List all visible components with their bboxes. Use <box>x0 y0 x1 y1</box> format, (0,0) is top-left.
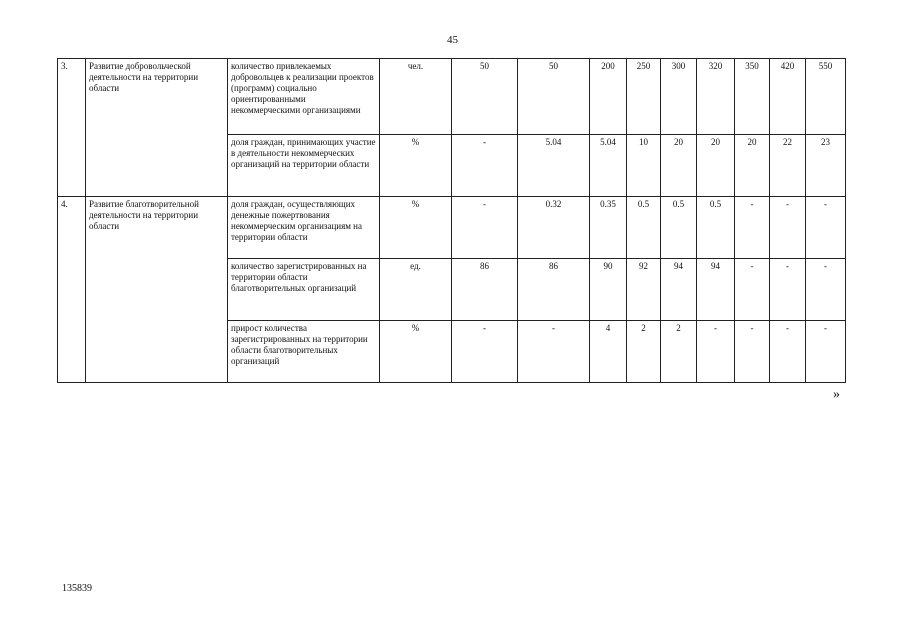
indicator-name: прирост количества зарегистрированных на территории области благотворительных организаций <box>228 321 380 383</box>
value-cell: - <box>452 321 518 383</box>
row-number: 3. <box>58 59 86 197</box>
value-cell: 94 <box>697 259 735 321</box>
table-row <box>58 197 846 259</box>
value-cell: 94 <box>661 259 697 321</box>
value-cell: - <box>452 197 518 259</box>
value-cell: 0.5 <box>697 197 735 259</box>
value-cell: - <box>735 321 770 383</box>
unit-cell: ед. <box>380 259 452 321</box>
value-cell: - <box>735 197 770 259</box>
value-cell: 350 <box>735 59 770 135</box>
value-cell: 20 <box>697 135 735 197</box>
value-cell: 0.35 <box>590 197 627 259</box>
value-cell: - <box>735 259 770 321</box>
value-cell: 20 <box>735 135 770 197</box>
value-cell: 200 <box>590 59 627 135</box>
value-cell: - <box>806 197 846 259</box>
value-cell: 22 <box>770 135 806 197</box>
value-cell: 250 <box>627 59 661 135</box>
unit-cell: % <box>380 321 452 383</box>
value-cell: 2 <box>661 321 697 383</box>
value-cell: - <box>770 197 806 259</box>
value-cell: 300 <box>661 59 697 135</box>
value-cell: 86 <box>452 259 518 321</box>
value-cell: 23 <box>806 135 846 197</box>
value-cell: 2 <box>627 321 661 383</box>
indicator-name: доля граждан, осуществляющих денежные пожертвования некоммерческим организациям на территории области <box>228 197 380 259</box>
value-cell: - <box>518 321 590 383</box>
value-cell: 0.5 <box>627 197 661 259</box>
indicator-name: количество зарегистрированных на территории области благотворительных организаций <box>228 259 380 321</box>
value-cell: - <box>770 259 806 321</box>
continuation-mark: » <box>833 387 840 402</box>
direction-cell: Развитие добровольческой деятельности на территории области <box>86 59 228 197</box>
value-cell: 4 <box>590 321 627 383</box>
table-row <box>58 59 846 135</box>
direction-cell: Развитие благотворительной деятельности на территории области <box>86 197 228 383</box>
indicators-table <box>57 58 846 383</box>
value-cell: 0.32 <box>518 197 590 259</box>
value-cell: 50 <box>518 59 590 135</box>
value-cell: 50 <box>452 59 518 135</box>
value-cell: - <box>452 135 518 197</box>
unit-cell: чел. <box>380 59 452 135</box>
value-cell: 320 <box>697 59 735 135</box>
value-cell: 420 <box>770 59 806 135</box>
unit-cell: % <box>380 197 452 259</box>
document-code: 135839 <box>62 583 92 594</box>
row-number: 4. <box>58 197 86 383</box>
unit-cell: % <box>380 135 452 197</box>
value-cell: 86 <box>518 259 590 321</box>
indicator-name: доля граждан, принимающих участие в деятельности некоммерческих организаций на территории области <box>228 135 380 197</box>
value-cell: - <box>806 259 846 321</box>
value-cell: 10 <box>627 135 661 197</box>
value-cell: 20 <box>661 135 697 197</box>
value-cell: 5.04 <box>518 135 590 197</box>
indicator-name: количество привлекаемых добровольцев к реализации проектов (программ) социально ориентированными некоммерческими организациями <box>228 59 380 135</box>
page-number: 45 <box>447 34 458 46</box>
value-cell: 550 <box>806 59 846 135</box>
value-cell: 92 <box>627 259 661 321</box>
value-cell: - <box>806 321 846 383</box>
value-cell: 0.5 <box>661 197 697 259</box>
value-cell: 5.04 <box>590 135 627 197</box>
value-cell: - <box>770 321 806 383</box>
value-cell: - <box>697 321 735 383</box>
value-cell: 90 <box>590 259 627 321</box>
